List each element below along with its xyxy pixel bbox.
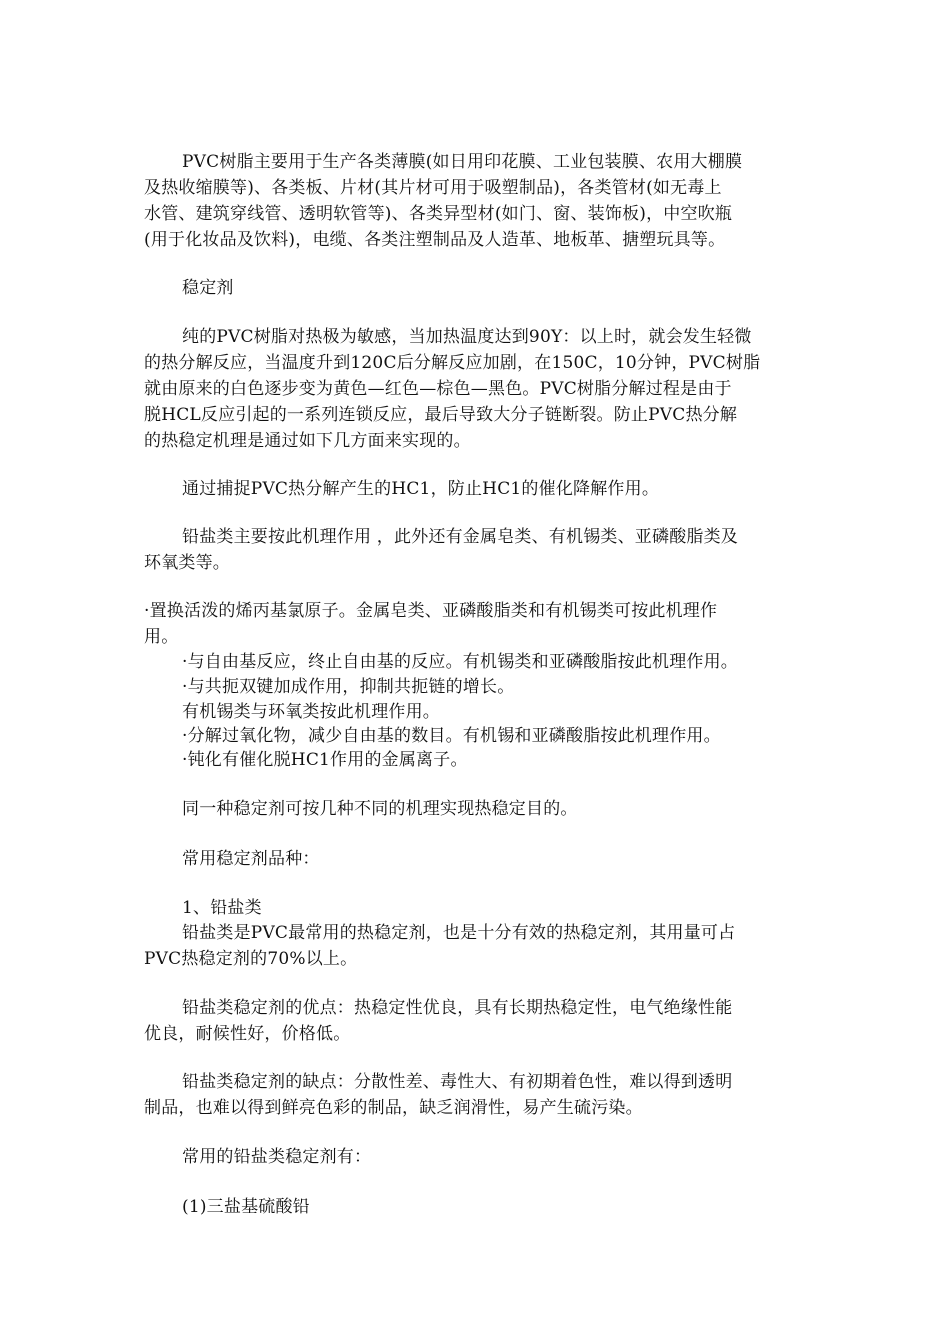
text-line: 就由原来的白色逐步变为黄色—红色—棕色—黑色。PVC树脂分解过程是由于 [144,379,732,399]
text-line: 铅盐类主要按此机理作用 ，此外还有金属皂类、有机锡类、亚磷酸脂类及 [182,527,739,547]
paragraph-multiple-mechanisms: 同一种稳定剂可按几种不同的机理实现热稳定目的。 [182,799,578,819]
text-line: PVC树脂主要用于生产各类薄膜(如日用印花膜、工业包装膜、农用大棚膜 [182,152,743,172]
text-line: 脱HCL反应引起的一系列连锁反应，最后导致大分子链断裂。防止PVC热分解 [144,405,738,425]
text-line: 用。 [144,627,179,647]
text-line: 环氧类等。 [144,553,230,573]
list-item: ·与共扼双键加成作用，抑制共扼链的增长。 [182,677,515,697]
text-line: 的热稳定机理是通过如下几方面来实现的。 [144,431,471,451]
paragraph-common-types: 常用稳定剂品种： [182,849,320,869]
list-item: 有机锡类与环氧类按此机理作用。 [182,702,440,722]
list-item: ·分解过氧化物，减少自由基的数目。有机锡和亚磷酸脂按此机理作用。 [182,726,721,746]
list-item: ·钝化有催化脱HC1作用的金属离子。 [182,750,468,770]
text-line: 铅盐类稳定剂的优点：热稳定性优良，具有长期热稳定性，电气绝缘性能 [182,998,733,1018]
text-line: 纯的PVC树脂对热极为敏感，当加热温度达到90Y：以上时，就会发生轻微 [182,327,752,347]
text-line: ·置换活泼的烯丙基氯原子。金属皂类、亚磷酸脂类和有机锡类可按此机理作 [144,601,718,621]
section-heading-stabilizer: 稳定剂 [182,278,234,298]
text-line: PVC热稳定剂的70%以上。 [144,949,358,969]
list-item: ·与自由基反应，终止自由基的反应。有机锡类和亚磷酸脂按此机理作用。 [182,652,739,672]
text-line: (用于化妆品及饮料)，电缆、各类注塑制品及人造革、地板革、搪塑玩具等。 [144,230,726,250]
text-line: 及热收缩膜等)、各类板、片材(其片材可用于吸塑制品)，各类管材(如无毒上 [144,178,722,198]
text-line: 的热分解反应，当温度升到120C后分解反应加剧，在150C，10分钟，PVC树脂 [144,353,761,373]
subsection-title-lead-salts: 1、铅盐类 [182,898,262,918]
paragraph-hcl-capture: 通过捕捉PVC热分解产生的HC1，防止HC1的催化降解作用。 [182,479,660,499]
text-line: 铅盐类是PVC最常用的热稳定剂，也是十分有效的热稳定剂，其用量可占 [182,923,736,943]
paragraph-common-lead-salts: 常用的铅盐类稳定剂有： [182,1147,372,1167]
list-item-tribasic-lead-sulfate: (1)三盐基硫酸铅 [182,1197,310,1217]
text-line: 水管、建筑穿线管、透明软管等)、各类异型材(如门、窗、装饰板)，中空吹瓶 [144,204,733,224]
text-line: 铅盐类稳定剂的缺点：分散性差、毒性大、有初期着色性，难以得到透明 [182,1072,733,1092]
text-line: 优良，耐候性好，价格低。 [144,1024,351,1044]
text-line: 制品，也难以得到鲜亮色彩的制品，缺乏润滑性，易产生硫污染。 [144,1098,643,1118]
